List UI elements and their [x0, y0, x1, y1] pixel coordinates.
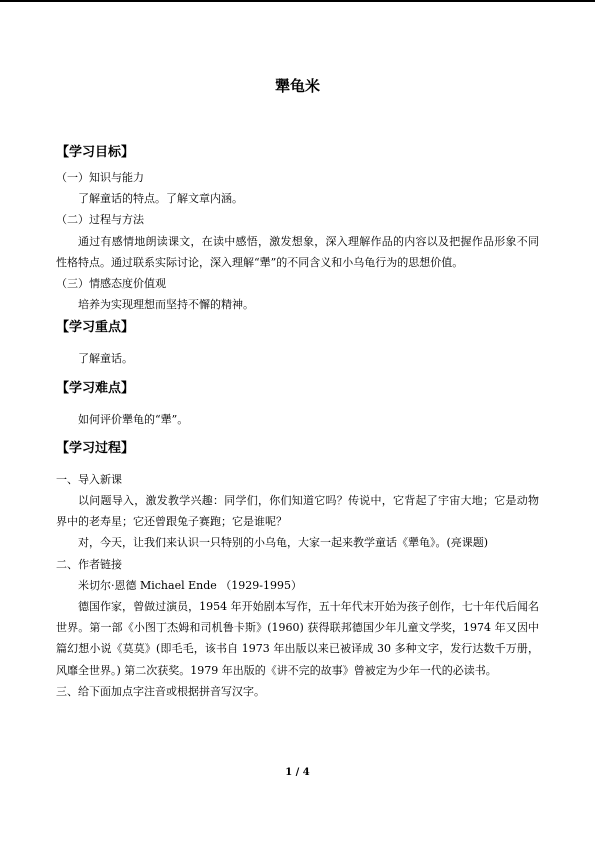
difficulty-text: 如何评价犟龟的“犟”。 [78, 412, 189, 426]
keypoint-text: 了解童话。 [78, 352, 133, 366]
goal-item-1-text: 了解童话的特点。了解文章内涵。 [78, 192, 243, 206]
process-step-3-label: 三、给下面加点字注音或根据拼音写汉字。 [56, 684, 265, 698]
section-heading-process: 【学习过程】 [56, 440, 135, 456]
page-number: 1 / 4 [285, 767, 310, 778]
process-step-2-label: 二、作者链接 [56, 557, 122, 571]
process-step-1-paragraph-2: 对，今天，让我们来认识一只特别的小乌龟，大家一起来教学童话《犟龟》。(亮课题) [78, 536, 489, 550]
section-heading-keypoint: 【学习重点】 [56, 320, 135, 336]
goal-item-3-label: （三）情感态度价值观 [56, 277, 166, 291]
goal-item-3-text: 培养为实现理想而坚持不懈的精神。 [78, 298, 254, 312]
process-step-1-paragraph-1: 以问题导入，激发教学兴趣：同学们，你们知道它吗？传说中，它背起了宇宙大地；它是动物界中的老寿星；它还曾跟兔子赛跑；它是谁呢？ [56, 494, 539, 529]
process-step-1-label: 一、导入新课 [56, 472, 122, 486]
document-body [56, 140, 539, 702]
author-name: 米切尔·恩德 Michael Ende （1929-1995） [78, 578, 302, 592]
goal-item-1-label: （一）知识与能力 [56, 171, 144, 184]
goal-item-2-text: 通过有感情地朗读课文，在读中感悟，激发想象，深入理解作品的内容以及把握作品形象不同性格特点。通过联系实际讨论，深入理解“犟”的不同含义和小乌龟行为的思想价值。 [56, 234, 539, 269]
document-title: 犟龟米 [274, 77, 320, 95]
section-heading-difficulty: 【学习难点】 [56, 380, 135, 396]
section-heading-goals: 【学习目标】 [56, 145, 135, 160]
author-bio-paragraph: 德国作家，曾做过演员，1954 年开始剧本写作，五十年代末开始为孩子创作，七十年代后闻名世界。第一部《小图丁杰姆和司机鲁卡斯》(1960) 获得联邦德国少年儿童文学奖，1974 年又因中篇幻想小说《莫莫》(即毛毛，该书自 1973 年出版以来已被译成 30 多种文字，发行达数千万册，风靡全世界。) 第二次获奖。1979 年出版的《讲不完的故事》曾被定为少年一代的必读书。 [56, 600, 539, 677]
goal-item-2-label: （二）过程与方法 [56, 213, 144, 227]
page-top-border [0, 0, 595, 2]
